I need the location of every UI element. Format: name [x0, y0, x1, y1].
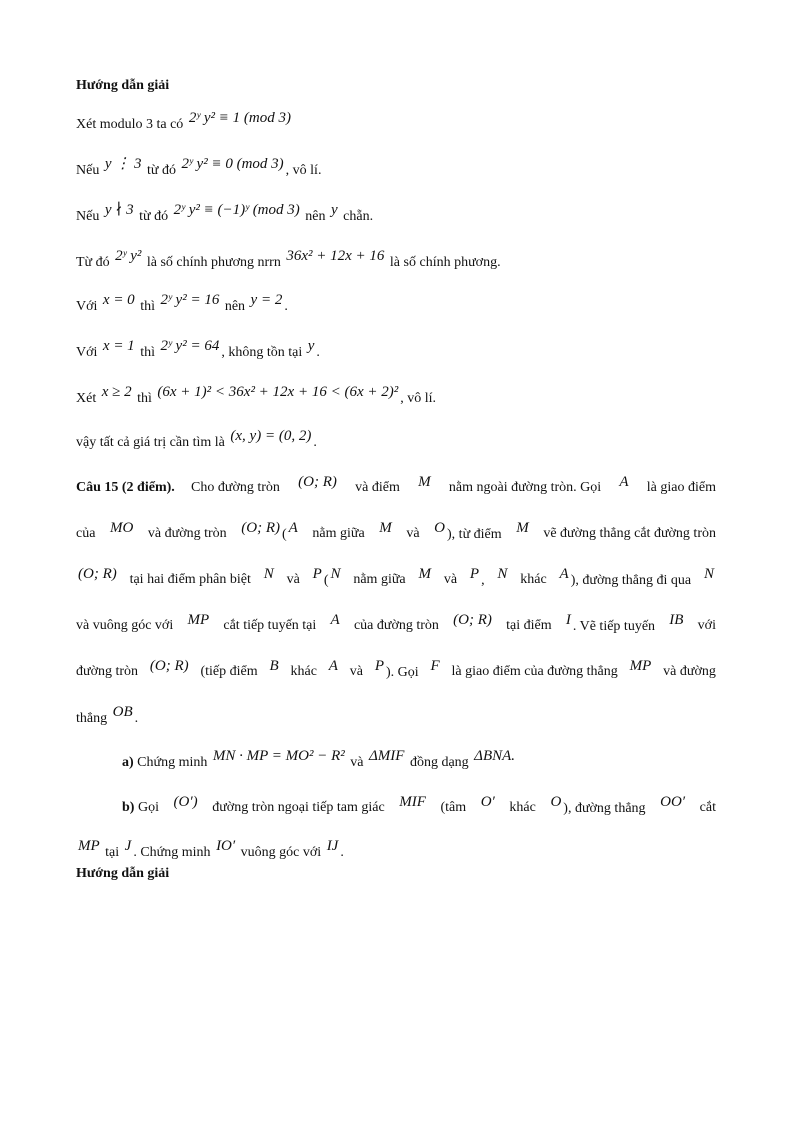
- text: của: [76, 526, 96, 541]
- problem-line-6: [76, 704, 139, 729]
- text: và vuông góc với: [76, 618, 174, 633]
- solution-line-7: [76, 384, 437, 409]
- math-expression: x = 0: [102, 292, 135, 308]
- math-expression: J: [124, 838, 132, 854]
- math-expression: MP: [78, 838, 100, 854]
- text: với: [697, 618, 716, 633]
- text: , vô lí.: [285, 163, 322, 178]
- text: .: [134, 711, 139, 726]
- text: và: [349, 664, 363, 679]
- problem-line-5: [76, 658, 716, 683]
- text: ), đường thẳng đi qua: [570, 573, 692, 588]
- text: nằm giữa: [353, 572, 406, 587]
- math-expression: N: [263, 566, 274, 582]
- text: và điểm: [355, 480, 400, 495]
- text: thì: [140, 345, 155, 360]
- math-expression: (O; R): [298, 474, 337, 490]
- text: thì: [140, 299, 155, 314]
- part-b-line-1: [122, 794, 716, 819]
- math-expression: 2ʸ y² ≡ (−1)ʸ (mod 3): [173, 202, 300, 218]
- math-expression: O: [550, 794, 562, 810]
- math-expression: y: [307, 338, 315, 354]
- math-expression: OB: [112, 704, 133, 720]
- text: ,: [481, 573, 485, 588]
- math-expression: M: [379, 520, 392, 536]
- math-expression: A: [328, 658, 338, 674]
- text: thẳng: [76, 711, 108, 726]
- text: Gọi: [137, 800, 159, 815]
- text: đường tròn: [76, 664, 139, 679]
- math-expression: x = 1: [102, 338, 135, 354]
- math-expression: M: [418, 566, 431, 582]
- math-expression: P: [469, 566, 480, 582]
- math-expression: MP: [187, 612, 210, 628]
- text: ), đường thẳng: [563, 801, 646, 816]
- text: , không tồn tại: [221, 345, 303, 360]
- math-expression: y ∤ 3: [104, 202, 134, 218]
- math-expression: y = 2: [250, 292, 283, 308]
- text: Nếu: [76, 209, 100, 224]
- math-expression: MIF: [399, 794, 426, 810]
- part-b-line-2: [76, 838, 344, 863]
- text: vẽ đường thẳng cắt đường tròn: [543, 526, 716, 541]
- math-expression: M: [418, 474, 431, 490]
- math-expression: (6x + 1)² < 36x² + 12x + 16 < (6x + 2)²: [157, 384, 399, 400]
- math-expression: IB: [669, 612, 684, 628]
- math-expression: y: [330, 202, 338, 218]
- problem-line-3: [76, 566, 716, 591]
- math-expression: (O; R): [78, 566, 117, 582]
- text: .: [313, 435, 317, 450]
- text: Chứng minh: [137, 755, 208, 770]
- text: và: [350, 755, 364, 770]
- math-expression: A: [330, 612, 340, 628]
- solution-line-3: [76, 202, 374, 227]
- math-expression: 2ʸ y² = 16: [160, 292, 220, 308]
- text: và đường tròn: [147, 526, 227, 541]
- text: là giao điểm của đường thẳng: [451, 664, 618, 679]
- text: (: [282, 527, 287, 542]
- math-expression: 2ʸ y² = 64: [160, 338, 220, 354]
- math-expression: 2ʸ y²: [115, 248, 142, 264]
- math-expression: B: [269, 658, 279, 674]
- text: khác: [520, 572, 547, 587]
- math-expression: ΔMIF: [368, 748, 405, 764]
- math-expression: N: [703, 566, 714, 582]
- text: Xét modulo 3 ta có: [76, 117, 184, 132]
- math-expression: y ⋮ 3: [104, 156, 142, 172]
- text: khác: [509, 800, 536, 815]
- math-expression: A: [559, 566, 569, 582]
- text: Với: [76, 299, 98, 314]
- text: (: [323, 573, 329, 588]
- text: (tâm: [440, 800, 467, 815]
- text: tại điểm: [506, 618, 552, 633]
- math-expression: IJ: [326, 838, 339, 854]
- problem-line-4: [76, 612, 716, 637]
- text: ), từ điểm: [447, 527, 502, 542]
- text: và: [443, 572, 458, 587]
- text: .: [340, 845, 344, 860]
- part-a: [122, 748, 517, 773]
- text: ). Gọi: [386, 665, 419, 680]
- math-expression: MP: [629, 658, 652, 674]
- math-expression: M: [516, 520, 529, 536]
- math-expression: 36x² + 12x + 16: [286, 248, 385, 264]
- text: khác: [290, 664, 317, 679]
- math-expression: 2ʸ y² ≡ 1 (mod 3): [188, 110, 291, 126]
- math-expression: N: [330, 566, 341, 582]
- text: nên: [305, 209, 326, 224]
- math-expression: (O; R): [453, 612, 492, 628]
- text: .: [316, 345, 320, 360]
- solution-line-4: [76, 248, 501, 273]
- math-expression: P: [374, 658, 385, 674]
- problem-label: Câu 15 (2 điểm).: [76, 480, 175, 495]
- text: cắt tiếp tuyến tại: [223, 618, 317, 633]
- text: nên: [224, 299, 246, 314]
- part-label: a): [122, 755, 134, 770]
- solution-line-6: [76, 338, 320, 363]
- math-expression: MN · MP = MO² − R²: [212, 748, 345, 764]
- math-expression: A: [288, 520, 298, 536]
- text: cắt: [699, 800, 716, 815]
- text: là số chính phương.: [389, 255, 501, 270]
- math-expression: O: [434, 520, 446, 536]
- text: nằm giữa: [312, 526, 365, 541]
- text: là số chính phương nrrn: [146, 255, 281, 270]
- math-expression: P: [312, 566, 322, 582]
- text: Xét: [76, 391, 97, 406]
- text: và đường: [663, 664, 716, 679]
- math-expression: (x, y) = (0, 2): [230, 428, 312, 444]
- text: của đường tròn: [353, 618, 439, 633]
- math-expression: (O′): [173, 794, 198, 810]
- text: vuông góc với: [240, 845, 322, 860]
- solution-heading-2: Hướng dẫn giải: [76, 866, 170, 881]
- text: . Vẽ tiếp tuyến: [572, 619, 656, 634]
- solution-line-5: [76, 292, 288, 317]
- solution-line-1: [76, 110, 293, 135]
- math-expression: O′: [480, 794, 495, 810]
- text: .: [284, 299, 288, 314]
- math-expression: F: [430, 658, 440, 674]
- text: tại: [105, 845, 120, 860]
- text: và: [286, 572, 300, 587]
- text: tại hai điểm phân biệt: [129, 572, 251, 587]
- text: Từ đó: [76, 255, 110, 270]
- text: từ đó: [139, 209, 169, 224]
- math-expression: (O; R): [149, 658, 189, 674]
- text: và: [406, 526, 420, 541]
- text: thì: [137, 391, 152, 406]
- math-expression: ΔBNA.: [474, 748, 516, 764]
- part-label: b): [122, 800, 135, 815]
- problem-line-1: [76, 474, 716, 498]
- text: đồng dạng: [409, 755, 469, 770]
- math-expression: 2ʸ y² ≡ 0 (mod 3): [181, 156, 284, 172]
- text: Cho đường tròn: [191, 480, 280, 495]
- math-expression: (O; R): [241, 520, 280, 536]
- problem-line-2: [76, 520, 716, 545]
- math-expression: I: [565, 612, 571, 628]
- text: từ đó: [147, 163, 176, 178]
- math-expression: x ≥ 2: [101, 384, 132, 400]
- math-expression: MO: [110, 520, 134, 536]
- text: Với: [76, 345, 98, 360]
- text: nằm ngoài đường tròn. Gọi: [448, 480, 602, 495]
- math-expression: OO′: [660, 794, 686, 810]
- math-expression: IO′: [216, 838, 236, 854]
- math-expression: A: [619, 474, 629, 490]
- text: , vô lí.: [400, 391, 437, 406]
- text: . Chứng minh: [133, 845, 211, 860]
- solution-line-2: [76, 156, 322, 181]
- solution-heading: Hướng dẫn giải: [76, 78, 170, 93]
- solution-line-8: [76, 428, 317, 453]
- text: Nếu: [76, 163, 100, 178]
- text: (tiếp điểm: [200, 664, 258, 679]
- math-expression: N: [497, 566, 508, 582]
- text: chẵn.: [343, 209, 374, 224]
- text: là giao điểm: [646, 480, 716, 495]
- text: vậy tất cả giá trị cần tìm là: [76, 435, 225, 450]
- text: đường tròn ngoại tiếp tam giác: [212, 800, 385, 815]
